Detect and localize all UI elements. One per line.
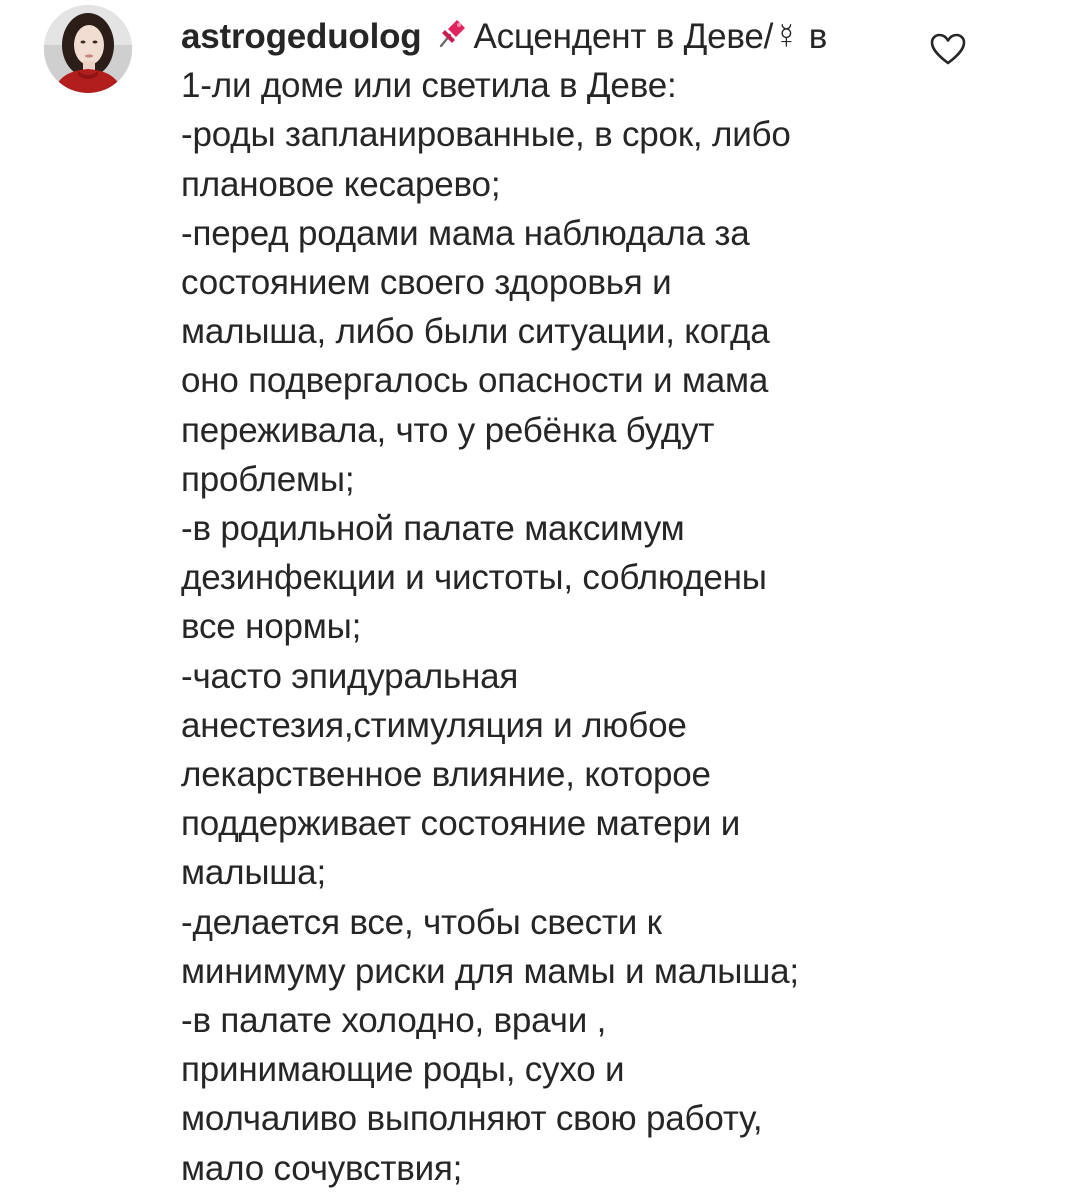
comment-line: поддерживает состояние матери и [181,804,741,844]
comment-line: дезинфекции и чистоты, соблюдены [181,558,767,598]
like-button[interactable] [928,30,968,70]
avatar[interactable] [44,5,132,93]
comment-line: -роды запланированные, в срок, либо [181,115,791,155]
comment-line: анестезия,стимуляция и любое [181,705,687,745]
comment-line: -часто эпидуральная [181,656,519,696]
comment-line: -в палате холодно, врачи , [181,1001,607,1041]
comment-line: -делается все, чтобы свести к [181,902,662,942]
comment-line: -в родильной палате максимум [181,509,685,549]
comment-line: малыша, либо были ситуации, когда [181,312,770,352]
comment-line: проблемы; [181,459,355,499]
comment-line: плановое кесарево; [181,164,501,204]
comment-heading-text: Асцендент в Деве/☿ в [473,17,828,56]
comment-line: минимуму риски для мамы и малыша; [181,951,799,991]
comment-line: оно подвергалось опасности и мама [181,361,769,401]
comment-first-line [181,12,901,61]
comment-line: -перед родами мама наблюдала за [181,213,750,253]
avatar-image [44,5,132,93]
pushpin-icon [435,16,469,50]
comment-line: все нормы; [181,607,362,647]
comment-line: молчаливо выполняют свою работу, [181,1099,763,1139]
comment-line: принимающие роды, сухо и [181,1050,625,1090]
username-link[interactable]: astrogeduolog [181,17,422,56]
comment-line: малыша; [181,853,326,893]
comment-line: состоянием своего здоровья и [181,263,672,303]
comment-line: мало сочувствия; [181,1148,463,1188]
comment-line: лекарственное влияние, которое [181,755,711,795]
heart-outline-icon [928,30,968,70]
comment-text [181,12,901,1193]
comment-line: переживала, что у ребёнка будут [181,410,715,450]
comment-line: 1-ли доме или светила в Деве: [181,66,677,106]
